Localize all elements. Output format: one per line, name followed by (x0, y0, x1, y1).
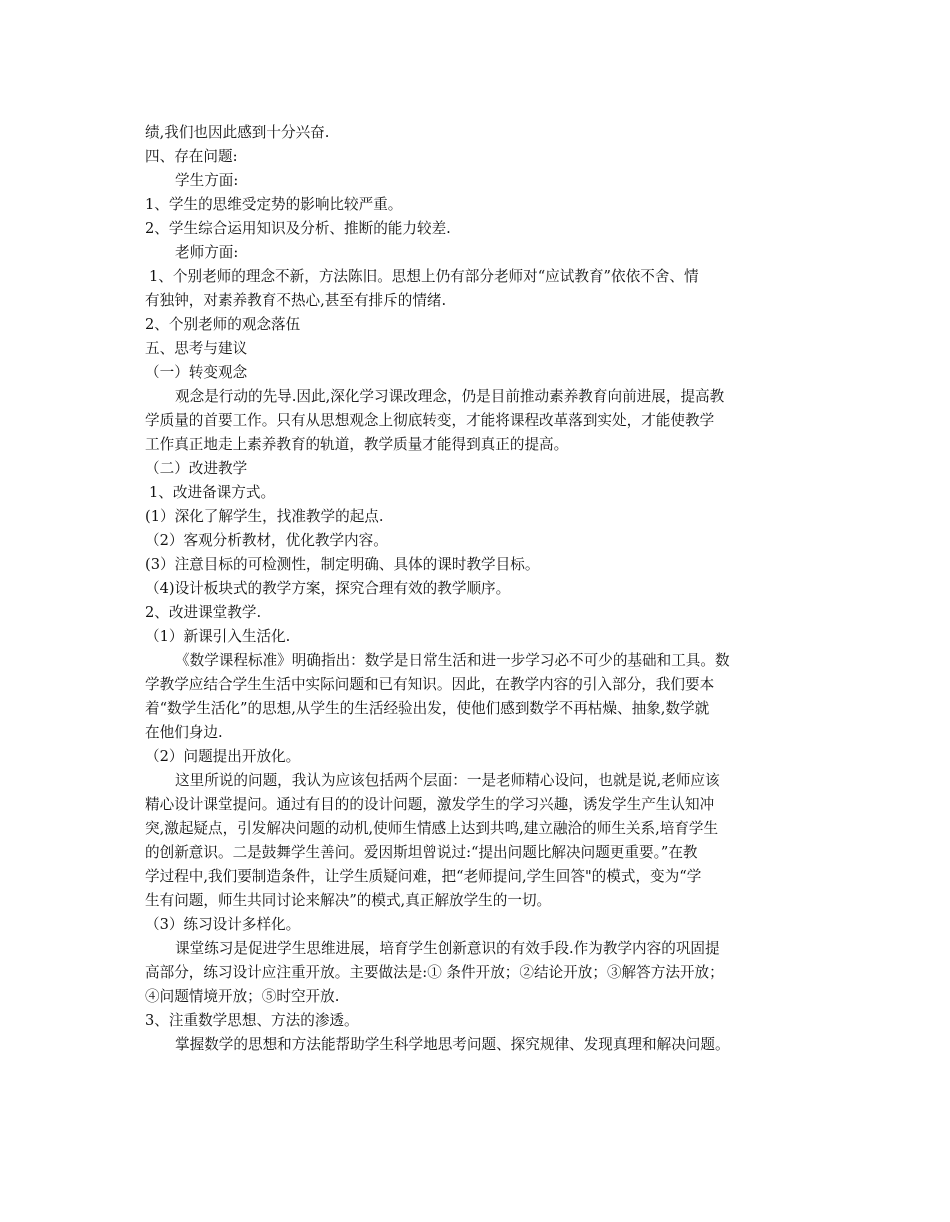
paragraph-line: 的创新意识。二是鼓舞学生善问。爱因斯坦曾说过:“提出问题比解决问题更重要。”在教 (145, 844, 698, 861)
list-item: 2、个别老师的观念落伍 (145, 316, 301, 333)
paragraph-line: 掌握数学的思想和方法能帮助学生科学地思考问题、探究规律、发现真理和解决问题。 (175, 1036, 730, 1053)
paragraph-line: 课堂练习是促进学生思维进展，培育学生创新意识的有效手段.作为教学内容的巩固提 (175, 940, 720, 957)
paragraph-line: 在他们身边. (145, 724, 223, 741)
paragraph-line: 学质量的首要工作。只有从思想观念上彻底转变，才能将课程改革落到实处，才能使教学 (145, 412, 715, 429)
section-heading: 五、思考与建议 (145, 340, 248, 357)
subsection-heading: 学生方面: (175, 172, 239, 189)
paragraph-line: 1、个别老师的理念不新，方法陈旧。思想上仍有部分老师对“应试教育”依依不舍、情 (149, 268, 699, 285)
paragraph-line: 观念是行动的先导.因此,深化学习课改理念，仍是目前推动素养教育向前进展，提高教 (175, 388, 725, 405)
paragraph-line: 这里所说的问题，我认为应该包括两个层面：一是老师精心设问，也就是说,老师应该 (175, 772, 720, 789)
paragraph-line: 突,激起疑点，引发解决问题的动机,使师生情感上达到共鸣,建立融洽的师生关系,培育学生 (145, 820, 719, 837)
paragraph-line: 有独钟，对素养教育不热心,甚至有排斥的情绪. (145, 292, 447, 309)
list-item: （2）客观分析教材，优化教学内容。 (145, 532, 388, 549)
list-item: 2、学生综合运用知识及分析、推断的能力较差. (145, 220, 451, 237)
paragraph-line: 高部分，练习设计应注重开放。主要做法是:① 条件开放；②结论开放；③解答方法开放； (145, 964, 724, 981)
list-item: 1、学生的思维受定势的影响比较严重。 (145, 196, 403, 213)
paragraph-line: 着“数学生活化”的思想,从学生的生活经验出发，使他们感到数学不再枯燥、抽象,数学就 (145, 700, 710, 717)
list-item: 1、改进备课方式。 (149, 484, 276, 501)
text-line: 绩,我们也因此感到十分兴奋. (145, 124, 330, 141)
list-item: 2、改进课堂教学. (145, 604, 262, 621)
subsection-heading: （一）转变观念 (145, 364, 248, 381)
list-item: （3）练习设计多样化。 (145, 916, 301, 933)
section-heading: 四、存在问题: (145, 148, 238, 165)
list-item: (1）深化了解学生，找准教学的起点. (145, 508, 384, 525)
paragraph-line: 精心设计课堂提问。通过有目的的设计问题，激发学生的学习兴趣，诱发学生产生认知冲 (145, 796, 715, 813)
paragraph-line: 学教学应结合学生生活中实际问题和已有知识。因此，在教学内容的引入部分，我们要本 (145, 676, 715, 693)
paragraph-line: ④问题情境开放；⑤时空开放. (145, 988, 340, 1005)
paragraph-line: 生有问题，师生共同讨论来解决”的模式,真正解放学生的一切。 (145, 892, 552, 909)
paragraph-line: 学过程中,我们要制造条件，让学生质疑问难，把“老师提问,学生回答"的模式，变为“学 (145, 868, 702, 885)
list-item: 3、注重数学思想、方法的渗透。 (145, 1012, 359, 1029)
paragraph-line: 工作真正地走上素养教育的轨道，教学质量才能得到真正的提高。 (145, 436, 569, 453)
paragraph-line: 《数学课程标准》明确指出：数学是日常生活和进一步学习必不可少的基础和工具。数 (175, 652, 730, 669)
list-item: （2）问题提出开放化。 (145, 748, 301, 765)
list-item: （4)设计板块式的教学方案，探究合理有效的教学顺序。 (145, 580, 511, 597)
list-item: (3）注意目标的可检测性，制定明确、具体的课时教学目标。 (145, 556, 540, 573)
document-page (145, 121, 825, 1057)
subsection-heading: 老师方面: (175, 244, 239, 261)
subsection-heading: （二）改进教学 (145, 460, 248, 477)
list-item: （1）新课引入生活化. (145, 628, 291, 645)
